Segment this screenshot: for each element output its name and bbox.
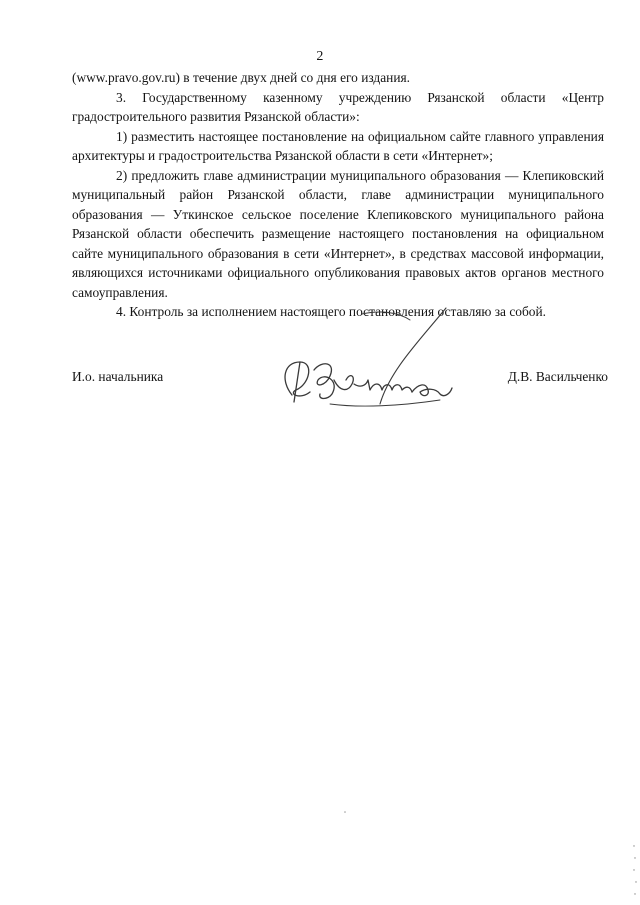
handwritten-signature — [270, 300, 470, 425]
paragraph-subitem-2: 2) предложить главе администрации муниципального образования — Клепиковский муниципальный район Рязанской области, главе администрации муниципального образования — Уткинское сельское поселение Клепиковского муниципального района Рязанской области обеспечить размещение настоящего постановления на официальном сайте муниципального образования в сети «Интернет», в средствах массовой информации, являющихся источниками официального опубликования правовых актов органов местного самоуправления. — [72, 167, 604, 300]
paragraph-subitem-1: 1) разместить настоящее постановление на официальном сайте главного управления архитектуры и градостроительства Рязанской области в сети «Интернет»; — [72, 128, 604, 163]
paragraph-publication-note: (www.pravo.gov.ru) в течение двух дней со дня его издания. — [72, 70, 411, 85]
paragraph-item-4: 4. Контроль за исполнением настоящего постановления оставляю за собой. — [116, 304, 547, 319]
signatory-name: Д.В. Васильченко — [507, 369, 608, 384]
signatory-title: И.о. начальника — [72, 369, 164, 384]
page-number: 2 — [316, 49, 324, 64]
signature-block — [72, 369, 608, 391]
document-body — [72, 68, 604, 322]
paragraph-item-3: 3. Государственному казенному учреждению Рязанской области «Центр градостроительного развития Рязанской области»: — [72, 89, 604, 124]
